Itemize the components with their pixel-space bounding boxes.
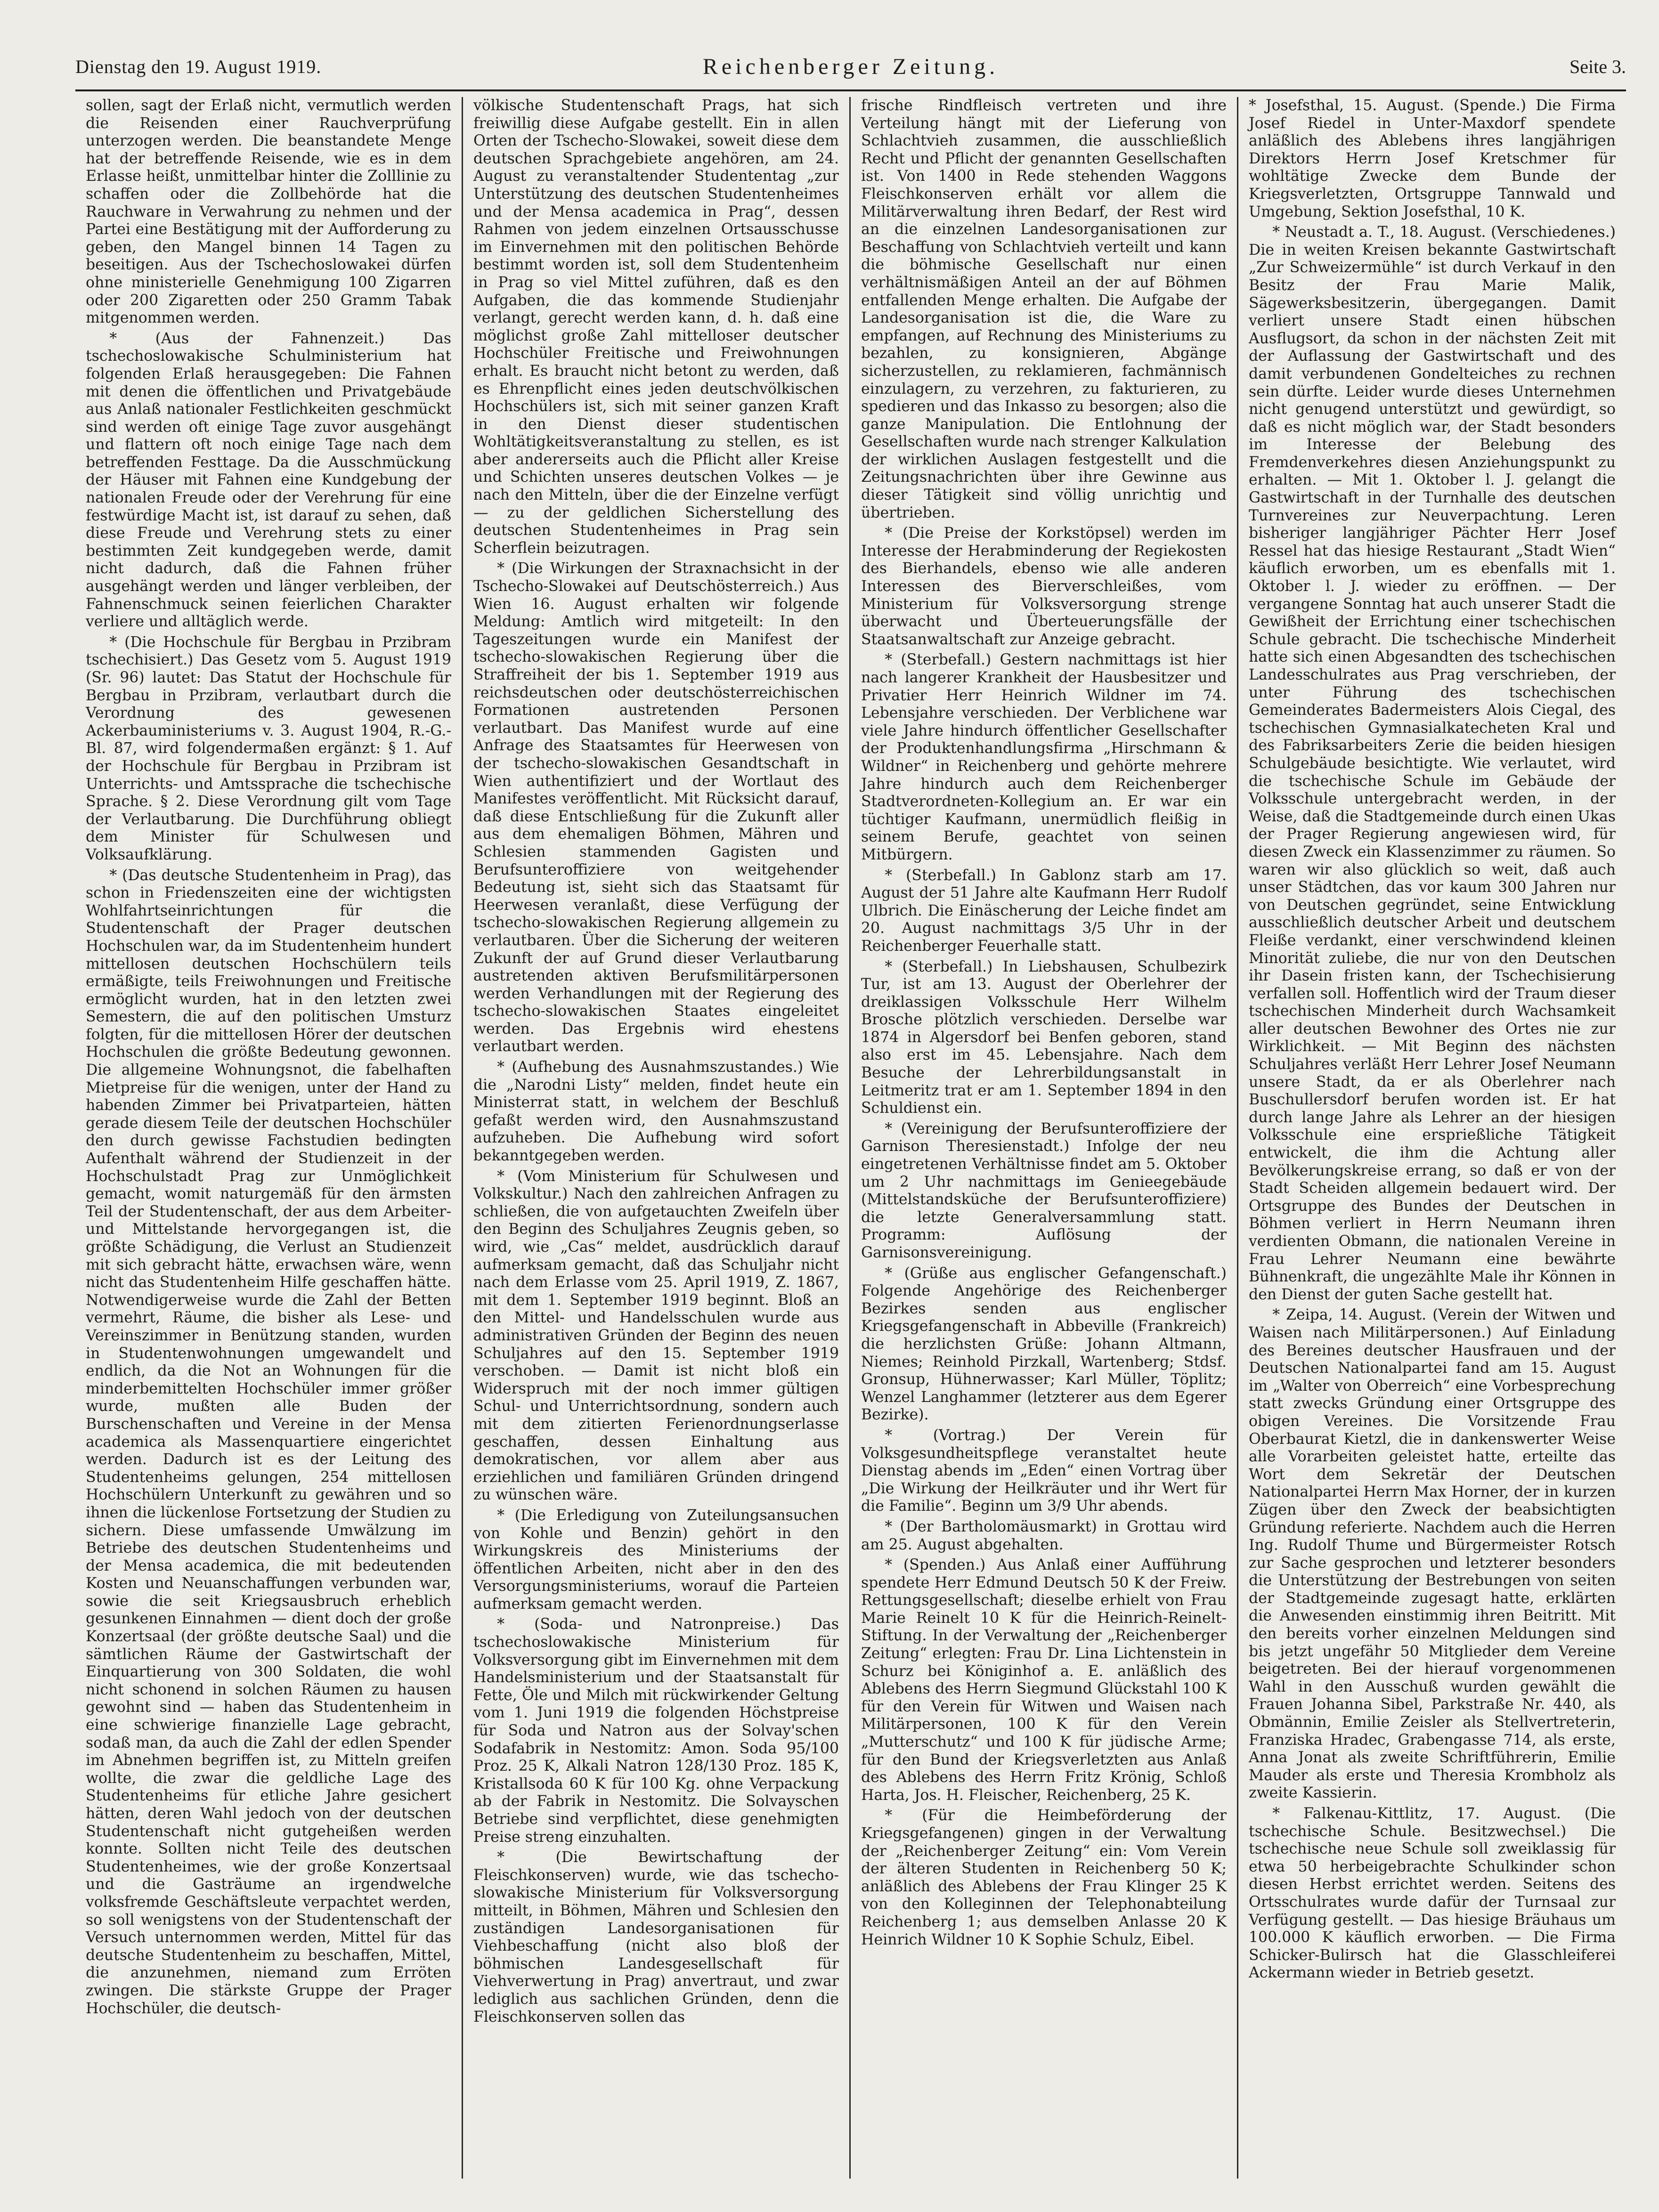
masthead	[75, 52, 1626, 91]
column-2	[463, 97, 851, 2179]
article-paragraph: * Neustadt a. T., 18. August. (Verschiedenes.) Die in weiten Kreisen bekannte Gastwirtschaft „Zur Schweizermühle“ ist durch Verkauf in den Besitz der Frau Marie Malik, Sägewerksbesitzerin, übergegangen. Damit verliert unsere Stadt einen hübschen Ausflugsort, da schon in der nächsten Zeit mit der Auflassung der Gastwirtschaft und des damit verbundenen Gondelteiches zu rechnen sein dürfte. Leider wurde dieses Unternehmen nicht genugend unterstützt und gewürdigt, so daß es nicht möglich war, der Stadt besonders im Interesse der Belebung des Fremdenverkehres diesen Anziehungspunkt zu erhalten. — Mit 1. Oktober l. J. gelangt die Gastwirtschaft in der Turnhalle des deutschen Turnvereines zur Neuverpachtung. Leren bisheriger langjähriger Pächter Herr Josef Ressel hat das hiesige Restaurant „Stadt Wien“ käuflich erworben, um es ebenfalls mit 1. Oktober l. J. wieder zu eröffnen. — Der vergangene Sonntag hat auch unserer Stadt die Gewißheit der Errichtung einer tschechischen Schule gebracht. Die tschechische Minderheit hatte sich einen Abgesandten des tschechischen Landesschulrates aus Prag verschrieben, der unter Führung des tschechischen Gemeinderates Badermeisters Alois Ciegal, des tschechischen Gymnasialkatecheten Kral und des Fabriksarbeiters Zerie die beiden hiesigen Schulgebäude besichtigte. Wie verlautet, wird die tschechische Schule im Gebäude der Volksschule untergebracht werden, in der Weise, daß die Stadtgemeinde durch einen Ukas der Prager Regierung angewiesen wird, für diesen Zweck ein Klassenzimmer zu räumen. So waren wir also glücklich so weit, daß auch unser Städtchen, das vor kaum 300 Jahren nur von Deutschen gegründet, seine Entwicklung ausschließlich deutscher Arbeit und deutschem Fleiße verdankt, einer verschwindend kleinen Minorität zuliebe, die nur von den Deutschen ihr Dasein fristen kann, der Tschechisierung verfallen soll. Hoffentlich wird der Traum dieser tschechischen Minderheit durch Wachsamkeit aller deutschen Bewohner des Ortes nie zur Wirklichkeit. — Mit Beginn des nächsten Schuljahres verläßt Herr Lehrer Josef Neumann unsere Stadt, da er als Oberlehrer nach Buschullersdorf berufen worden ist. Er hat durch lange Jahre als Lehrer an der hiesigen Volksschule eine ersprießliche Tätigkeit entwickelt, die ihm die Achtung aller Bevölkerungskreise errang, so daß er von der Stadt Scheiden allgemein bedauert wird. Der Ortsgruppe des Bundes der Deutschen in Böhmen verliert in Herrn Neumann ihren verdienten Obmann, die nationalen Vereine in Frau Lehrer Neumann eine bewährte Bühnenkraft, die ungezählte Male ihr Können in den Dienst der guten Sache gestellt hat.	[1249, 224, 1616, 1303]
article-paragraph: * (Für die Heimbeförderung der Kriegsgefangenen) gingen in der Verwaltung der „Reichenberger Zeitung“ ein: Vom Verein der älteren Studenten in Reichenberg 50 K; anläßlich des Ablebens der Frau Klinger 25 K von den Kolleginnen der Telephonabteilung Reichenberg 1; aus demselben Anlasse 20 K Heinrich Wildner 10 K Sophie Schulz, Eibel.	[861, 1807, 1227, 1948]
article-paragraph: * (Vom Ministerium für Schulwesen und Volkskultur.) Nach den zahlreichen Anfragen zu schließen, die von aufgetauchten Zweifeln über den Beginn des Schuljahres Zeugnis geben, so wird, wie „Cas“ meldet, ausdrücklich darauf aufmerksam gemacht, daß das Schuljahr nicht nach dem Erlasse vom 25. April 1919, Z. 1867, mit dem 1. September 1919 beginnt. Bloß an den Mittel- und Handelsschulen wurde aus administrativen Gründen der Beginn des neuen Schuljahres auf den 15. September 1919 verschoben. — Damit ist nicht bloß ein Widerspruch mit der noch immer gültigen Schul- und Unterrichtsordnung, sondern auch mit dem zitierten Ferienordnungserlasse geschaffen, dessen Einhaltung aus demokratischen, vor allem aber aus erziehlichen und familiären Gründen dringend zu wünschen wäre.	[473, 1167, 839, 1504]
column-4	[1238, 97, 1626, 2179]
column-3	[851, 97, 1238, 2179]
article-paragraph: * Josefsthal, 15. August. (Spende.) Die Firma Josef Riedel in Unter-Maxdorf spendete anläßlich des Ablebens ihres langjährigen Direktors Herrn Josef Kretschmer für wohltätige Zwecke dem Bunde der Kriegsverletzten, Ortsgruppe Tannwald und Umgebung, Sektion Josefsthal, 10 K.	[1249, 97, 1616, 220]
article-paragraph: * (Aus der Fahnenzeit.) Das tschechoslowakische Schulministerium hat folgenden Erlaß herausgegeben: Die Fahnen mit denen die öffentlichen und Privatgebäude aus Anlaß nationaler Festlichkeiten geschmückt sind werden oft einige Tage zuvor ausgehängt und flattern oft noch einige Tage nach dem betreffenden Festtage. Da die Ausschmückung der Häuser mit Fahnen eine Kundgebung der nationalen Freude oder der Verehrung für eine festwürdige Macht ist, ist darauf zu sehen, daß diese Freude und Verehrung stets zu einer bestimmten Zeit kundgegeben werde, damit nicht dadurch, daß die Fahnen früher ausgehängt werden und länger verbleiben, der Fahnenschmuck seinen feierlichen Charakter verliere und alltäglich werde.	[86, 330, 451, 631]
article-paragraph: * (Spenden.) Aus Anlaß einer Aufführung spendete Herr Edmund Deutsch 50 K der Freiw. Rettungsgesellschaft; dieselbe erhielt von Frau Marie Reinelt 10 K für die Heinrich-Reinelt-Stiftung. In der Verwaltung der „Reichenberger Zeitung“ erlegten: Frau Dr. Lina Lichtenstein in Schurz bei Königinhof a. E. anläßlich des Ablebens des Herrn Siegmund Glückstahl 100 K für den Verein für Witwen und Waisen nach Militärpersonen, 100 K für den Verein „Mutterschutz“ und 100 K für jüdische Arme; für den Bund der Kriegsverletzten aus Anlaß des Ablebens des Herrn Fritz Krönig, Schloß Harta, Jos. H. Fleischer, Reichenberg, 25 K.	[861, 1556, 1227, 1804]
article-paragraph: sollen, sagt der Erlaß nicht, vermutlich werden die Reisenden einer Rauchverprüfung unterzogen werden. Die beanstandete Menge hat der betreffende Reisende, wie es in dem Erlasse heißt, unmittelbar hinter die Zolllinie zu schaffen oder die Zollbehörde hat die Rauchware in Verwahrung zu nehmen und der Partei eine Bestätigung mit der Aufforderung zu geben, den Mangel binnen 14 Tagen zu beseitigen. Aus der Tschechoslowakei dürfen ohne ministerielle Genehmigung 100 Zigarren oder 200 Zigaretten oder 250 Gramm Tabak mitgenommen werden.	[86, 97, 451, 327]
article-paragraph: * (Der Bartholomäusmarkt) in Grottau wird am 25. August abgehalten.	[861, 1518, 1227, 1553]
article-paragraph: frische Rindfleisch vertreten und ihre Verteilung hängt mit der Lieferung von Schlachtvieh zusammen, die ausschließlich Recht und Pflicht der genannten Gesellschaften ist. Von 1400 in Rede stehenden Waggons Fleischkonserven erhält vor allem die Militärverwaltung ihren Bedarf, der Rest wird an die einzelnen Landesorganisationen zur Beschaffung von Schlachtvieh verteilt und kann die böhmische Gesellschaft nur einen verhältnismäßigen Anteil an der auf Böhmen entfallenden Menge erhalten. Die Aufgabe der Landesorganisation ist die, die Ware zu empfangen, auf Rechnung des Ministeriums zu bezahlen, zu konsignieren, Abgänge sicherzustellen, zu reklamieren, fachmännisch einzulagern, zu verzehren, zu fakturieren, zu spedieren und das Inkasso zu besorgen; also die ganze Manipulation. Die Entlohnung der Gesellschaften wurde nach strenger Kalkulation der wirklichen Auslagen festgestellt und die Zeitungsnachrichten über ihre Gewinne aus dieser Tätigkeit sind völlig unrichtig und übertrieben.	[861, 97, 1227, 521]
article-paragraph: * (Die Erledigung von Zuteilungsansuchen von Kohle und Benzin) gehört in den Wirkungskreis des Ministeriums der öffentlichen Arbeiten, nicht aber in den des Versorgungsministeriums, worauf die Parteien aufmerksam gemacht werden.	[473, 1507, 839, 1612]
issue-date: Dienstag den 19. August 1919.	[75, 56, 322, 77]
article-paragraph: * (Die Wirkungen der Straxnachsicht in der Tschecho-Slowakei auf Deutschösterreich.) Aus Wien 16. August erhalten wir folgende Meldung: Amtlich wird mitgeteilt: In den Tageszeitungen wurde ein Manifest der tschecho-slowakischen Regierung über die Straffreiheit der bis 1. September 1919 aus reichsdeutschen oder deutschösterreichischen Formationen austretenden Personen verlautbart. Das Manifest wurde auf eine Anfrage des Staatsamtes für Heerwesen von der tschecho-slowakischen Gesandtschaft in Wien authentifiziert und der Wortlaut des Manifestes veröffentlicht. Mit Rücksicht darauf, daß diese Entschließung für die Zukunft aller aus dem ehemaligen Böhmen, Mähren und Schlesien stammenden Gagisten und Berufsunteroffiziere von weitgehender Bedeutung ist, sieht sich das Staatsamt für Heerwesen veranlaßt, diese Verfügung der tschecho-slowakischen Regierung allgemein zu verlautbaren. Über die Sicherung der weiteren Zukunft der auf Grund dieser Verlautbarung austretenden aktiven Berufsmilitärpersonen werden Verhandlungen mit der Regierung des tschecho-slowakischen Staates eingeleitet werden. Das Ergebnis wird ehestens verlautbart werden.	[473, 560, 839, 1055]
article-paragraph: * (Sterbefall.) In Gablonz starb am 17. August der 51 Jahre alte Kaufmann Herr Rudolf Ulbrich. Die Einäscherung der Leiche findet am 20. August nachmittags 3/5 Uhr in der Reichenberger Feuerhalle statt.	[861, 867, 1227, 955]
page-number: Seite 3.	[1570, 56, 1626, 77]
article-paragraph: * (Die Bewirtschaftung der Fleischkonserven) wurde, wie das tschecho-slowakische Ministerium für Volksversorgung mitteilt, in Böhmen, Mähren und Schlesien den zuständigen Landesorganisationen für Viehbeschaffung (nicht also bloß der böhmischen Landesgesellschaft für Viehverwertung in Prag) anvertraut, und zwar lediglich aus sachlichen Gründen, denn die Fleischkonserven sollen das	[473, 1849, 839, 2026]
article-paragraph: * (Vortrag.) Der Verein für Volksgesundheitspflege veranstaltet heute Dienstag abends im „Eden“ einen Vortrag über „Die Wirkung der Heilkräuter und ihr Wert für die Familie“. Beginn um 3/9 Uhr abends.	[861, 1426, 1227, 1515]
article-paragraph: * (Die Hochschule für Bergbau in Przibram tschechisiert.) Das Gesetz vom 5. August 1919 (Sr. 96) lautet: Das Statut der Hochschule für Bergbau in Przibram, verlautbart durch die Verordnung des gewesenen Ackerbauministeriums v. 3. August 1904, R.-G.-Bl. 87, wird folgendermaßen ergänzt: § 1. Auf der Hochschule für Bergbau in Przibram ist Unterrichts- und Amtssprache die tschechische Sprache. § 2. Diese Verordnung gilt vom Tage der Verlautbarung. Die Durchführung obliegt dem Minister für Schulwesen und Volksaufklärung.	[86, 633, 451, 863]
article-paragraph: * Zeipa, 14. August. (Verein der Witwen und Waisen nach Militärpersonen.) Auf Einladung des Bereines deutscher Hausfrauen und der Deutschen Nationalpartei fand am 15. August im „Walter von Oberreich“ eine Vorbesprechung statt zwecks Gründung einer Ortsgruppe des obigen Vereines. Die Vorsitzende Frau Oberbaurat Kietzl, die in dankenswerter Weise alle Vorarbeiten geleistet hatte, erteilte das Wort dem Sekretär der Deutschen Nationalpartei Herrn Max Horner, der in kurzen Zügen über den Zweck der beabsichtigten Gründung referierte. Nachdem auch die Herren Ing. Rudolf Thume und Bürgermeister Rotsch zur Sache gesprochen und letzterer besonders die Unterstützung der Bestrebungen von seiten der Stadtgemeinde zugesagt hatte, erklärten die Anwesenden einstimmig ihren Beitritt. Mit den bereits vorher einzelnen Meldungen sind bis jetzt ungefähr 50 Mitglieder dem Vereine beigetreten. Bei der hierauf vorgenommenen Wahl in den Ausschuß wurden gewählt die Frauen Johanna Sibel, Parkstraße Nr. 440, als Obmännin, Emilie Zeisler als Stellvertreterin, Franziska Hradec, Grabengasse 714, als erste, Anna Jonat als zweite Schriftführerin, Emilie Mauder als erste und Theresia Krombholz als zweite Kassierin.	[1249, 1306, 1616, 1802]
article-paragraph: * Falkenau-Kittlitz, 17. August. (Die tschechische Schule. Besitzwechsel.) Die tschechische neue Schule soll zweiklassig für etwa 50 herbeigebrachte Schulkinder schon diesen Herbst errichtet werden. Seitens des Ortsschulrates wurde dafür der Turnsaal zur Verfügung gestellt. — Das hiesige Bräuhaus um 100.000 K käuflich erworben. — Die Firma Schicker-Bulirsch hat die Glasschleiferei Ackermann wieder in Betrieb gesetzt.	[1249, 1805, 1616, 1982]
column-1	[75, 97, 463, 2179]
article-paragraph: * (Soda- und Natronpreise.) Das tschechoslowakische Ministerium für Volksversorgung gibt im Einvernehmen mit dem Handelsministerium und der Staatsanstalt für Fette, Öle und Milch mit rückwirkender Geltung vom 1. Juni 1919 die folgenden Höchstpreise für Soda und Natron aus der Solvay'schen Sodafabrik in Nestomitz: Amon. Soda 95/100 Proz. 25 K, Alkali Natron 128/130 Proz. 185 K, Kristallsoda 60 K für 100 Kg. ohne Verpackung ab der Fabrik in Nestomitz. Die Solvayschen Betriebe sind verpflichtet, diese genehmigten Preise streng einzuhalten.	[473, 1616, 839, 1846]
article-paragraph: völkische Studentenschaft Prags, hat sich freiwillig diese Aufgabe gestellt. Ein in allen Orten der Tschecho-Slowakei, soweit diese dem deutschen Sprachgebiete angehören, am 24. August zu veranstaltender Studententag „zur Unterstützung des deutschen Studentenheimes und der Mensa academica in Prag“, dessen Rahmen von jedem einzelnen Ortsausschusse im Einvernehmen mit den politischen Behörde bestimmt worden ist, soll dem Studentenheim in Prag so viel Mittel zuführen, daß es den Aufgaben, die das kommende Studienjahr verlangt, gerecht werden kann, d. h. daß eine möglichst große Zahl mittelloser deutscher Hochschüler Freitische und Freiwohnungen erhalt. Es braucht nicht betont zu werden, daß es Ehrenpflicht eines jeden deutschvölkischen Hochschülers ist, sich mit seiner ganzen Kraft in den Dienst dieser studentischen Wohltätigkeitsveranstaltung zu stellen, es ist aber andererseits auch die Pflicht aller Kreise und Schichten unseres deutschen Volkes — je nach den Mitteln, über die der Einzelne verfügt — zu der geldlichen Sicherstellung des deutschen Studentenheimes in Prag sein Scherflein beizutragen.	[473, 97, 839, 557]
article-paragraph: * (Sterbefall.) In Liebshausen, Schulbezirk Tur, ist am 13. August der Oberlehrer der dreiklassigen Volksschule Herr Wilhelm Brosche plötzlich verschieden. Derselbe war 1874 in Algersdorf bei Benfen geboren, stand also erst im 45. Lebensjahre. Nach dem Besuche der Lehrerbildungsanstalt in Leitmeritz trat er am 1. September 1894 in den Schuldienst ein.	[861, 958, 1227, 1117]
newspaper-title: Reichenberger Zeitung.	[702, 54, 999, 79]
article-paragraph: * (Vereinigung der Berufsunteroffiziere der Garnison Theresienstadt.) Infolge der neu eingetretenen Verhältnisse findet am 5. Oktober um 2 Uhr nachmittags im Genieegebäude (Mittelstandsküche der Berufsunteroffiziere) die letzte Generalversammlung statt. Programm: Auflösung der Garnisonsvereinigung.	[861, 1120, 1227, 1261]
article-paragraph: * (Grüße aus englischer Gefangenschaft.) Folgende Angehörige des Reichenberger Bezirkes senden aus englischer Kriegsgefangenschaft in Abbeville (Frankreich) die herzlichsten Grüße: Johann Altmann, Niemes; Reinhold Pirzkall, Wartenberg; Stdsf. Gronsup, Hühnerwasser; Karl Müller, Töplitz; Wenzel Langhammer (letzterer aus dem Egerer Bezirke).	[861, 1264, 1227, 1424]
article-paragraph: * (Aufhebung des Ausnahmszustandes.) Wie die „Narodni Listy“ melden, findet heute ein Ministerrat statt, in welchem der Beschluß gefaßt werden wird, den Ausnahmszustand aufzuheben. Die Aufhebung wird sofort bekanntgegeben werden.	[473, 1059, 839, 1165]
article-paragraph: * (Das deutsche Studentenheim in Prag), das schon in Friedenszeiten eine der wichtigsten Wohlfahrtseinrichtungen für die Studentenschaft der Prager deutschen Hochschulen war, da im Studentenheim hundert mittellosen deutschen Hochschülern teils ermäßigte, teils Freiwohnungen und Freitische ermöglicht wurden, hat in den letzten zwei Semestern, die auf den politischen Umsturz folgten, für die mittellosen Hörer der deutschen Hochschulen die größte Bedeutung gewonnen. Die allgemeine Wohnungsnot, die fabelhaften Mietpreise für die wenigen, unter der Hand zu habenden Zimmer bei Privatparteien, hätten gerade diesem Teile der deutschen Hochschüler den durch gewisse Fachstudien bedingten Aufenthalt während der Studienzeit in der Hochschulstadt Prag zur Unmöglichkeit gemacht, womit naturgemäß für den ärmsten Teil der Studentenschaft, der aus dem Arbeiter- und Mittelstande hervorgegangen ist, die größte Schädigung, die Verlust an Studienzeit mit sich gebracht hätte, erwachsen wäre, wenn nicht das Studentenheim Hilfe geschaffen hätte. Notwendigerweise wurde die Zahl der Betten vermehrt, Räume, die bisher als Lese- und Vereinszimmer in Benützung standen, wurden in Studentenwohnungen umgewandelt und endlich, da die Not an Wohnungen für die minderbemittelten Hochschüler immer größer wurde, mußten alle Buden der Burschenschaften und Vereine in der Mensa academica als Massenquartiere eingerichtet werden. Dadurch ist es der Leitung des Studentenheims gelungen, 254 mittellosen Hochschülern Unterkunft zu gewähren und so ihnen die lückenlose Fortsetzung der Studien zu sichern. Diese umfassende Umwälzung im Betriebe des deutschen Studentenheims und der Mensa academica, die mit bedeutenden Kosten und Neuanschaffungen verbunden war, sowie die seit Kriegsausbruch erheblich gesunkenen Einnahmen — dient doch der große Konzertsaal (der größte deutsche Saal) und die sämtlichen Räume der Gastwirtschaft der Einquartierung von 300 Soldaten, die wohl nicht schonend in solchen Räumen zu hausen gewohnt sind — haben das Studentenheim in eine schwierige finanzielle Lage gebracht, sodaß man, da auch die Zahl der edlen Spender im Abnehmen begriffen ist, zu Mitteln greifen wollte, die zwar die geldliche Lage des Studentenheims für etliche Jahre gesichert hätten, deren Wahl jedoch von der deutschen Studentenschaft nicht gutgeheißen werden konnte. Sollten nicht Teile des deutschen Studentenheimes, wie der große Konzertsaal und die Gasträume an irgendwelche volksfremde Geschäftsleute verpachtet werden, so soll wenigstens von der Studentenschaft der Versuch unternommen werden, Mittel für das deutsche Studentenheim zu beschaffen, Mittel, die anzunehmen, niemand zum Erröten zwingen. Die stärkste Gruppe der Prager Hochschüler, die deutsch-	[86, 867, 451, 2017]
article-paragraph: * (Sterbefall.) Gestern nachmittags ist hier nach langerer Krankheit der Hausbesitzer und Privatier Herr Heinrich Wildner im 74. Lebensjahre verschieden. Der Verblichene war viele Jahre hindurch öffentlicher Gesellschafter der Produktenhandlungsfirma „Hirschmann & Wildner“ in Reichenberg und gehörte mehrere Jahre hindurch auch dem Reichenberger Stadtverordneten-Kollegium an. Er war ein tüchtiger Kaufmann, unermüdlich fleißig in seinem Berufe, geachtet von seinen Mitbürgern.	[861, 651, 1227, 863]
article-paragraph: * (Die Preise der Korkstöpsel) werden im Interesse der Herabminderung der Regiekosten des Bierhandels, ebenso wie alle anderen Interessen des Bierverschleißes, vom Ministerium für Volksversorgung strenge überwacht und Überteuerungsfälle der Staatsanwaltschaft zur Anzeige gebracht.	[861, 525, 1227, 648]
article-columns	[75, 97, 1626, 2179]
